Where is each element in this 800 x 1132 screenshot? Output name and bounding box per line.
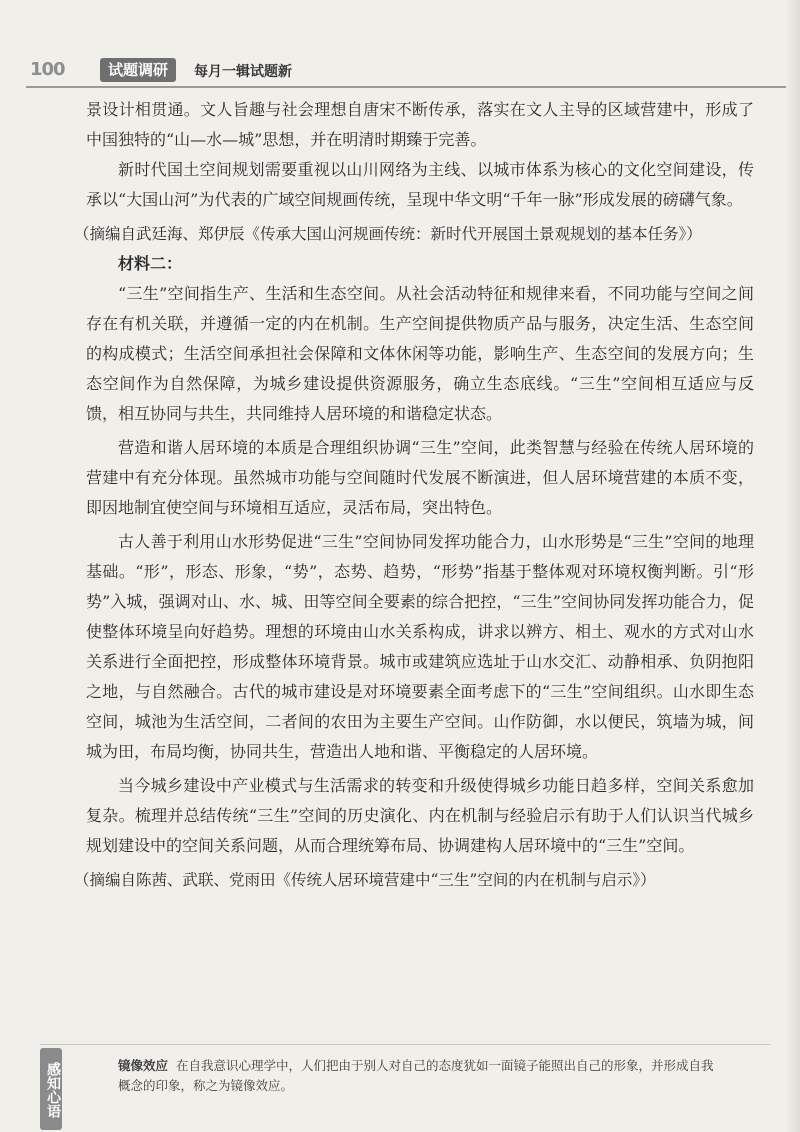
paragraph: 新时代国土空间规划需要重视以山川网络为主线、以城市体系为核心的文化空间建设，传承以“大国山河”为代表的广域空间规画传统，呈现中华文明“千年一脉”形成发展的磅礴气象。 [86, 160, 754, 209]
page-number: 100 [30, 59, 65, 80]
section-tag: 试题调研 [100, 58, 176, 82]
page-header [26, 55, 786, 89]
page-edge-shadow [786, 0, 800, 1132]
paragraph: 古人善于利用山水形势促进“三生”空间协同发挥功能合力，山水形势是“三生”空间的地理基础。“形”，形态、形象，“势”，态势、趋势，“形势”指基于整体观对环境权衡判断。引“形势”入城，强调对山、水、城、田等空间全要素的综合把控，“三生”空间协同发挥功能合力，促使整体环境呈向好趋势。理想的环境由山水关系构成，讲求以辨方、相土、观水的方式对山水关系进行全面把控，形成整体环境背景。城市或建筑应选址于山水交汇、动静相承、负阴抱阳之地，与自然融合。古代的城市建设是对环境要素全面考虑下的“三生”空间组织。山水即生态空间，城池为生活空间，二者间的农田为主要生产空间。山作防御，水以便民，筑墙为城，间城为田，布局均衡，协同共生，营造出人地和谐、平衡稳定的人居环境。 [86, 532, 754, 761]
series-title: 每月一辑试题新 [194, 64, 292, 80]
paragraph: 景设计相贯通。文人旨趣与社会理想自唐宋不断传承，落实在文人主导的区域营建中，形成了中国独特的“山—水—城”思想，并在明清时期臻于完善。 [86, 100, 754, 149]
source-citation: （摘编自陈茜、武联、党雨田《传统人居环境营建中“三生”空间的内在机制与启示》） [74, 871, 656, 889]
material-heading: 材料二： [118, 254, 183, 273]
footnote-divider [40, 1044, 770, 1045]
paragraph: 营造和谐人居环境的本质是合理组织协调“三生”空间，此类智慧与经验在传统人居环境的营建中有充分体现。虽然城市功能与空间随时代发展不断演进，但人居环境营建的本质不变，即因地制宜使空间与环境相互适应，灵活布局，突出特色。 [86, 438, 754, 517]
header-rule [26, 86, 786, 88]
footnote-text: 在自我意识心理学中，人们把由于别人对自己的态度犹如一面镜子能照出自己的形象，并形成自我概念的印象，称之为镜像效应。 [118, 1058, 714, 1093]
footnote [118, 1056, 718, 1096]
sidebar-badge: 感知心语 [40, 1048, 62, 1130]
source-citation: （摘编自武廷海、郑伊辰《传承大国山河规画传统：新时代开展国土景观规划的基本任务》） [74, 225, 702, 243]
article-body [74, 95, 754, 895]
footnote-term: 镜像效应 [118, 1058, 169, 1073]
paragraph: “三生”空间指生产、生活和生态空间。从社会活动特征和规律来看，不同功能与空间之间存在有机关联，并遵循一定的内在机制。生产空间提供物质产品与服务，决定生活、生态空间的构成模式；生活空间承担社会保障和文体休闲等功能，影响生产、生态空间的发展方向；生态空间作为自然保障，为城乡建设提供资源服务，确立生态底线。“三生”空间相互适应与反馈，相互协同与共生，共同维持人居环境的和谐稳定状态。 [86, 284, 754, 423]
paragraph: 当今城乡建设中产业模式与生活需求的转变和升级使得城乡功能日趋多样，空间关系愈加复杂。梳理并总结传统“三生”空间的历史演化、内在机制与经验启示有助于人们认识当代城乡规划建设中的空间关系问题，从而合理统筹布局、协调建构人居环境中的“三生”空间。 [86, 776, 754, 855]
